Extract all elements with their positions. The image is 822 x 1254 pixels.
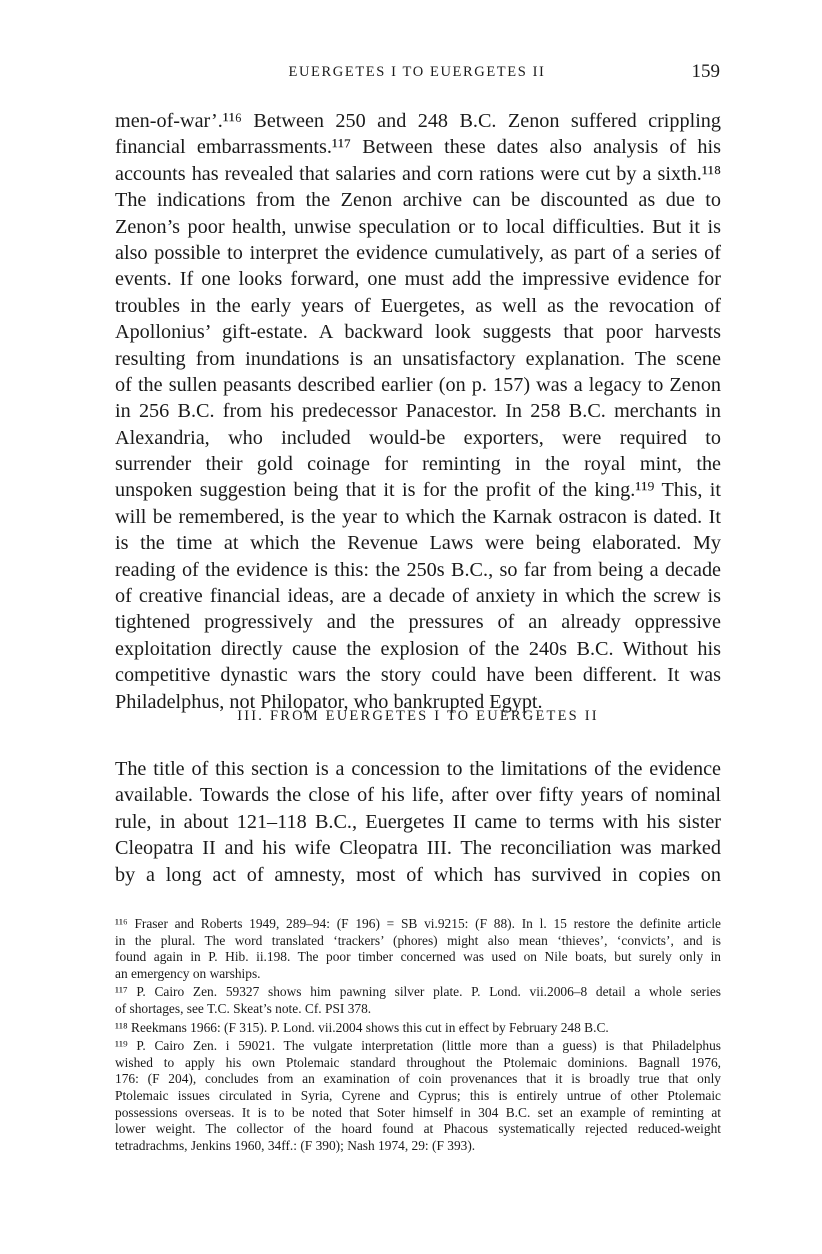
footnote-line: 176: (F 204), concludes from an examination of coin provenances that it is broadly true that only (115, 1071, 721, 1087)
main-text (115, 108, 721, 715)
text-line: surrender their gold coinage for reminting in the royal mint, the (115, 453, 721, 476)
text-line: exploitation directly cause the explosion of the 240s B.C. Without his (115, 637, 721, 660)
text-line: is the time at which the Revenue Laws were being elaborated. My (115, 532, 721, 555)
footnote-line: Ptolemaic issues circulated in Syria, Cyrene and Cyprus; this is entirely untrue of other Ptolemaic (115, 1087, 721, 1103)
page-number: 159 (691, 61, 720, 82)
text-line: of the sullen peasants described earlier (on p. 157) was a legacy to Zenon (115, 373, 721, 396)
footnote-line: of shortages, see T.C. Skeat’s note. Cf. PSI 378. (115, 1000, 372, 1016)
text-line: rule, in about 121–118 B.C., Euergetes II came to terms with his sister (115, 810, 721, 833)
text-line: accounts has revealed that salaries and corn rations were cut by a sixth.¹¹⁸ (115, 162, 721, 185)
footnote-118 (115, 1020, 721, 1037)
text-line: troubles in the early years of Euergetes, as well as the revocation of (115, 294, 721, 317)
text-line: of creative financial ideas, are a decade of anxiety in which the screw is (115, 585, 721, 608)
footnotes (115, 916, 721, 1154)
text-line: unspoken suggestion being that it is for the profit of the king.¹¹⁹ This, it (115, 479, 721, 502)
text-line: financial embarrassments.¹¹⁷ Between these dates also analysis of his (115, 136, 721, 159)
text-line: reading of the evidence is this: the 250s B.C., so far from being a decade (115, 558, 721, 581)
text-line: also possible to interpret the evidence cumulatively, as part of a series of (115, 241, 721, 264)
footnote-line: ¹¹⁸ Reekmans 1966: (F 315). P. Lond. vii.2004 shows this cut in effect by February 248 B.C. (115, 1019, 609, 1035)
text-line: events. If one looks forward, one must add the impressive evidence for (115, 268, 721, 291)
footnote-line: found again in P. Hib. ii.198. The poor timber concerned was used on Nile boats, but surely only in (115, 949, 721, 965)
footnote-line: ¹¹⁹ P. Cairo Zen. i 59021. The vulgate interpretation (little more than a guess) is that Philadelphus (115, 1038, 721, 1054)
text-line: The indications from the Zenon archive can be discounted as due to (115, 189, 721, 212)
text-line: Philadelphus, not Philopator, who bankrupted Egypt. (115, 690, 543, 713)
text-line: Cleopatra II and his wife Cleopatra III. The reconciliation was marked (115, 837, 721, 860)
footnote-line: ¹¹⁷ P. Cairo Zen. 59327 shows him pawning silver plate. P. Lond. vii.2006–8 detail a whole series (115, 984, 721, 1000)
footnote-line: an emergency on warships. (115, 965, 261, 981)
footnote-119 (115, 1038, 721, 1154)
footnote-line: ¹¹⁶ Fraser and Roberts 1949, 289–94: (F 196) = SB vi.9215: (F 88). In l. 15 restore the definite article (115, 916, 721, 931)
footnote-117 (115, 984, 721, 1017)
section-heading: III. FROM EUERGETES I TO EUERGETES II (237, 708, 599, 724)
text-line: Apollonius’ gift-estate. A backward look suggests that poor harvests (115, 321, 721, 344)
footnote-line: wished to apply his own Ptolemaic standard throughout the Ptolemaic dominions. Bagnall 1976, (115, 1054, 721, 1070)
text-line: competitive dynastic wars the story could have been different. It was (115, 664, 721, 687)
section-text (115, 756, 721, 888)
footnote-116 (115, 916, 721, 982)
text-line: available. Towards the close of his life, after over fifty years of nominal (115, 784, 721, 807)
footnote-line: in the plural. The word translated ‘trackers’ (phores) might also mean ‘thieves’, ‘convicts’, and is (115, 932, 721, 948)
text-line: Zenon’s poor health, unwise speculation or to local difficulties. But it is (115, 215, 721, 238)
text-line: will be remembered, is the year to which the Karnak ostracon is dated. It (115, 505, 721, 528)
text-line: by a long act of amnesty, most of which has survived in copies on (115, 863, 721, 886)
text-line: in 256 B.C. from his predecessor Panacestor. In 258 B.C. merchants in (115, 400, 721, 423)
text-line: The title of this section is a concession to the limitations of the evidence (115, 758, 721, 780)
footnote-line: lower weight. The collector of the hoard found at Phacous systematically rejected reduced-weight (115, 1121, 721, 1137)
footnote-line: possessions overseas. It is to be noted that Soter himself in 304 B.C. set an example of reminting at (115, 1104, 721, 1120)
text-line: Alexandria, who included would-be exporters, were required to (115, 426, 721, 449)
running-header (114, 62, 720, 86)
running-title: EUERGETES I TO EUERGETES II (288, 64, 546, 80)
text-line: tightened progressively and the pressures of an already oppressive (115, 611, 721, 634)
text-line: men-of-war’.¹¹⁶ Between 250 and 248 B.C. Zenon suffered crippling (115, 110, 721, 132)
footnote-line: tetradrachms, Jenkins 1960, 34ff.: (F 390); Nash 1974, 29: (F 393). (115, 1137, 476, 1153)
text-line: resulting from inundations is an unsatisfactory explanation. The scene (115, 347, 721, 370)
